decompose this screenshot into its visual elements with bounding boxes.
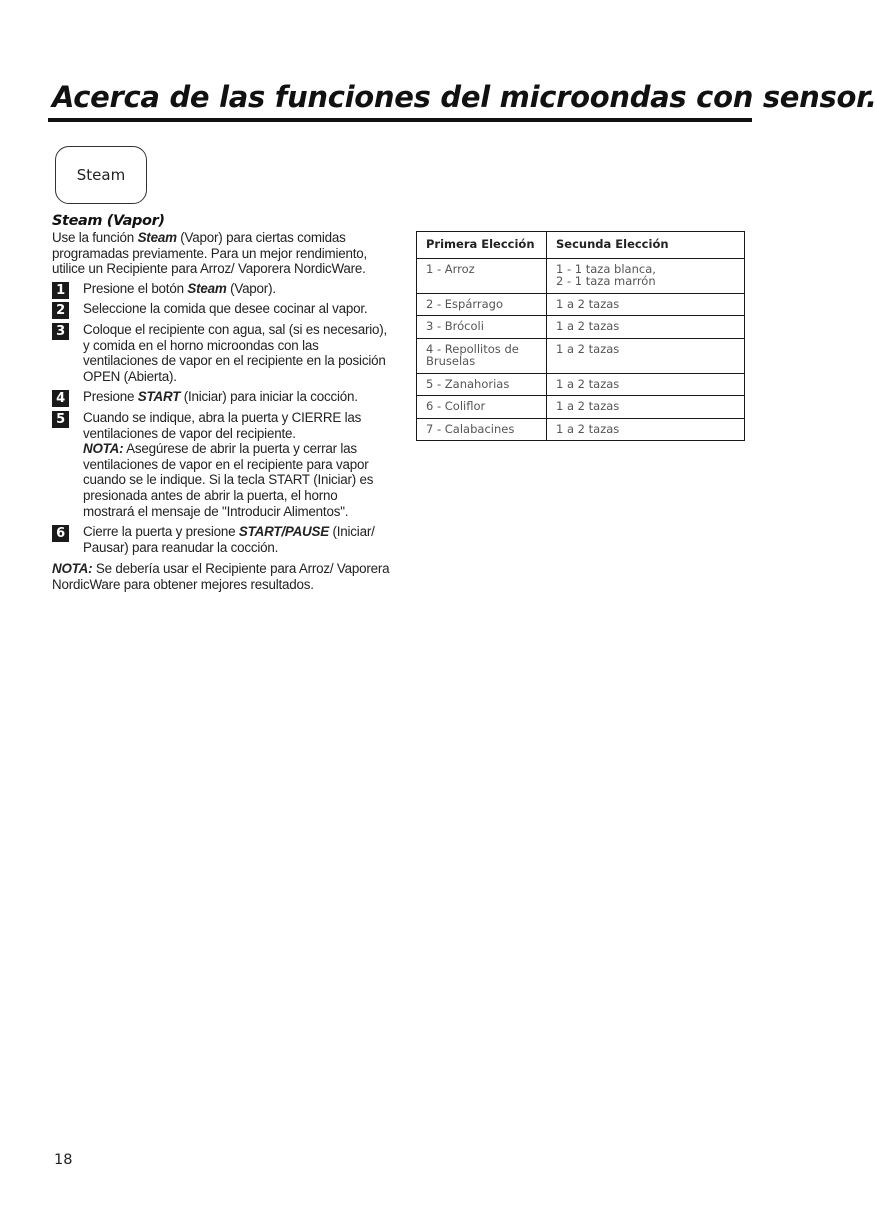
table-cell: 3 - Brócoli — [417, 316, 547, 339]
step-bold: Steam — [187, 280, 227, 296]
table-cell: 4 - Repollitos de Bruselas — [417, 338, 547, 373]
step-item — [52, 410, 392, 519]
table-cell: 1 a 2 tazas — [547, 373, 745, 396]
column-header: Secunda Elección — [547, 232, 745, 259]
table-cell: 5 - Zanahorias — [417, 373, 547, 396]
step-number-badge: 6 — [52, 525, 69, 542]
table-cell: 6 - Coliflor — [417, 396, 547, 419]
step-note — [83, 441, 392, 519]
table-cell: 1 - Arroz — [417, 258, 547, 293]
table-cell: 1 a 2 tazas — [547, 396, 745, 419]
page-title: Acerca de las funciones del microondas con sensor. — [52, 80, 877, 114]
step-number-badge: 5 — [52, 411, 69, 428]
step-text: Seleccione la comida que desee cocinar al vapor. — [83, 301, 368, 317]
table-row — [417, 258, 745, 293]
table-row — [417, 316, 745, 339]
step-item — [52, 301, 392, 317]
table-cell: 1 a 2 tazas — [547, 338, 745, 373]
intro-text: Use la función — [52, 230, 138, 245]
step-text-end: (Iniciar/ Pausar) para reanudar la cocción. — [83, 524, 375, 555]
step-text: Presione — [83, 389, 138, 405]
note-text: Asegúrese de abrir la puerta y cerrar las ventilaciones de vapor en el recipiente para vapor cuando se le indique. Si la tecla START (Iniciar) es presionada antes de abrir la puerta, el horno mostrará el mensaje de "Introducir Alimentos". — [83, 441, 374, 519]
table-row — [417, 418, 745, 441]
step-number-badge: 2 — [52, 302, 69, 319]
cell-line: 2 - 1 taza marrón — [556, 274, 656, 288]
step-bold: START — [137, 389, 181, 405]
step-text: Presione el botón — [83, 280, 188, 296]
steam-choices-table — [416, 231, 745, 441]
intro-bold: Steam — [137, 230, 177, 245]
table-cell: 1 a 2 tazas — [547, 316, 745, 339]
table-cell: 2 - Espárrago — [417, 293, 547, 316]
table-row — [417, 293, 745, 316]
note-label: NOTA: — [83, 441, 124, 457]
step-text: Coloque el recipiente con agua, sal (si es necesario), y comida en el horno microondas con las ventilaciones de vapor en el recipiente en la posición OPEN (Abierta). — [83, 321, 388, 384]
cell-line: 1 - 1 taza blanca, — [556, 261, 656, 276]
table-header-row — [417, 232, 745, 259]
table-cell — [547, 258, 745, 293]
table-row — [417, 373, 745, 396]
table-cell: 7 - Calabacines — [417, 418, 547, 441]
note-label: NOTA: — [52, 561, 93, 577]
table-cell: 1 a 2 tazas — [547, 418, 745, 441]
section-title: Steam (Vapor) — [52, 213, 165, 229]
step-bold: START/PAUSE — [238, 524, 329, 540]
step-number-badge: 3 — [52, 323, 69, 340]
page-number: 18 — [54, 1152, 73, 1168]
steam-button-graphic — [55, 146, 147, 204]
column-header: Primera Elección — [417, 232, 547, 259]
section-intro — [52, 230, 392, 277]
step-number-badge: 4 — [52, 390, 69, 407]
steam-button-label: Steam — [76, 166, 126, 184]
step-number-badge: 1 — [52, 282, 69, 299]
table-cell: 1 a 2 tazas — [547, 293, 745, 316]
intro-text-end: (Vapor) para ciertas comidas programadas previamente. Para un mejor rendimiento, utilice un Recipiente para Arroz/ Vaporera NordicWare. — [52, 230, 368, 277]
step-text: Cuando se indique, abra la puerta y CIERRE las ventilaciones de vapor del recipiente. — [83, 409, 362, 441]
step-item — [52, 389, 392, 405]
step-text-end: (Vapor). — [226, 280, 276, 296]
title-rule — [48, 118, 752, 122]
step-list — [52, 281, 392, 556]
step-item — [52, 281, 392, 297]
step-item — [52, 322, 392, 384]
step-text: Cierre la puerta y presione — [83, 524, 239, 540]
note-text: Se debería usar el Recipiente para Arroz/ Vaporera NordicWare para obtener mejores resultados. — [52, 561, 390, 592]
table-row — [417, 396, 745, 419]
steam-instructions — [52, 212, 392, 592]
step-item — [52, 524, 392, 555]
step-text-end: (Iniciar) para iniciar la cocción. — [180, 389, 358, 405]
table-row — [417, 338, 745, 373]
final-note — [52, 561, 392, 592]
